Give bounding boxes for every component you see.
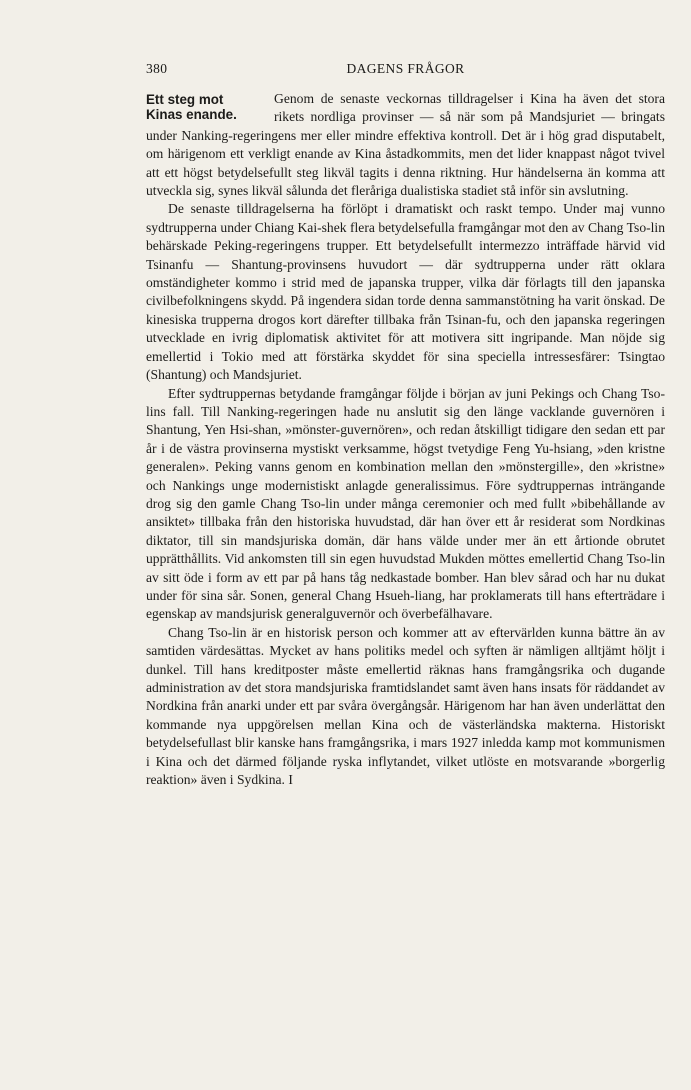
margin-heading-line-1: Ett steg mot xyxy=(146,92,224,107)
paragraph-3: Efter sydtruppernas betydande framgångar följde i början av juni Pekings och Chang Tso-lins fall. Till Nanking-regeringen hade nu anslutit sig den länge vacklande guvernören i Shantung, Yen Hsi-shan, »mönster-guvernören», och redan åtskilligt tidigare den sedan ett par år i de västra provinserna mystiskt verksamme, högst tvetydige Feng Yu-hsiang, »den kristne generalen». Peking vanns genom en kombination mellan den »mönstergille», den »kristne» och Nankings unge modernistiskt anlagde generalissimus. Före sydtruppernas inträngande drog sig den gamle Chang Tso-lin under många ceremonier och med fullt »bibehållande av ansiktet» tillbaka från den historiska huvudstad, där han över ett år residerat som Nordkinas diktator, till sin mandsjuriska domän, där hans välde under mer än ett årtionde obrutet upprätthållits. Vid ankomsten till sin egen huvudstad Mukden möttes emellertid Chang Tso-lin av sitt öde i form av ett par på hans tåg nedkastade bomber. Han blev sårad och har nu dukat under för sina sår. Sonen, general Chang Hsueh-liang, har proklamerats till hans efterträdare i egenskap av mandsjurisk generalguvernör och överbefälhavare. xyxy=(146,385,665,622)
page-number: 380 xyxy=(146,61,168,76)
page-header xyxy=(146,61,665,81)
margin-heading xyxy=(146,92,266,122)
body-text xyxy=(146,90,665,789)
paragraph-2: De senaste tilldragelserna ha förlöpt i dramatiskt och raskt tempo. Under maj vunno sydtrupperna under Chiang Kai-shek flera betydelsefulla framgångar mot den av Chang Tso-lin behärskade Peking-regeringens trupper. Ett betydelsefullt intermezzo inträffade härvid vid Tsinanfu — Shantung-provinsens huvudort — där sydtrupperna under rätt oklara omständigheter kommo i strid med de japanska trupper, vilka där förlagts till den japanska civilbefolkningens skydd. På ingendera sidan torde denna sammanstötning ha varit önskad. De kinesiska trupperna drogos kort därefter tillbaka från Tsinan-fu, och den japanska regeringen utvecklade en ivrig diplomatisk aktivitet för att motivera sitt ingripande. Man nöjde sig emellertid i Tokio med att förstärka skyddet för sina speciella intressesfärer: Tsingtao (Shantung) och Mandsjuriet. xyxy=(146,201,665,383)
paragraph-4: Chang Tso-lin är en historisk person och kommer att av eftervärlden kunna bättre än av samtiden värdesättas. Mycket av hans politiks medel och syften är nämligen alltjämt höljt i dunkel. Till hans kreditposter måste emellertid räknas hans framgångsrika och dugande administration av det stora mandsjuriska framtidslandet samt även hans insats för räddandet av Nordkina från anarki under ett par svåra övergångsår. Härigenom har han även underlättat den kommande nya uppgörelsen mellan Kina och de västerländska makterna. Historiskt betydelsefullast blir kanske hans framgångsrika, i mars 1927 inledda kamp mot kommunismen i Kina och det därmed följande ryska inflytandet, vilket utlöste en motsvarande »borgerlig reaktion» även i Sydkina. I xyxy=(146,624,665,788)
paragraph-1: Genom de senaste veckornas tilldragelser i Kina ha även det stora rikets nordliga provinser — så när som på Mandsjuriet — bringats under Nanking-regeringens mer eller mindre effektiva kontroll. Det är i hög grad disputabelt, om härigenom ett verkligt enande av Kina åstadkommits, men det lider knappast något tvivel att ett högst betydelsefullt steg likväl tagits i denna riktning. Hur händelserna än komma att utveckla sig, synes likväl sålunda det fleråriga dualistiska stadiet stå inför sin avslutning. xyxy=(146,91,665,199)
running-head: DAGENS FRÅGOR xyxy=(346,61,465,76)
margin-heading-line-2: Kinas enande. xyxy=(146,107,237,122)
